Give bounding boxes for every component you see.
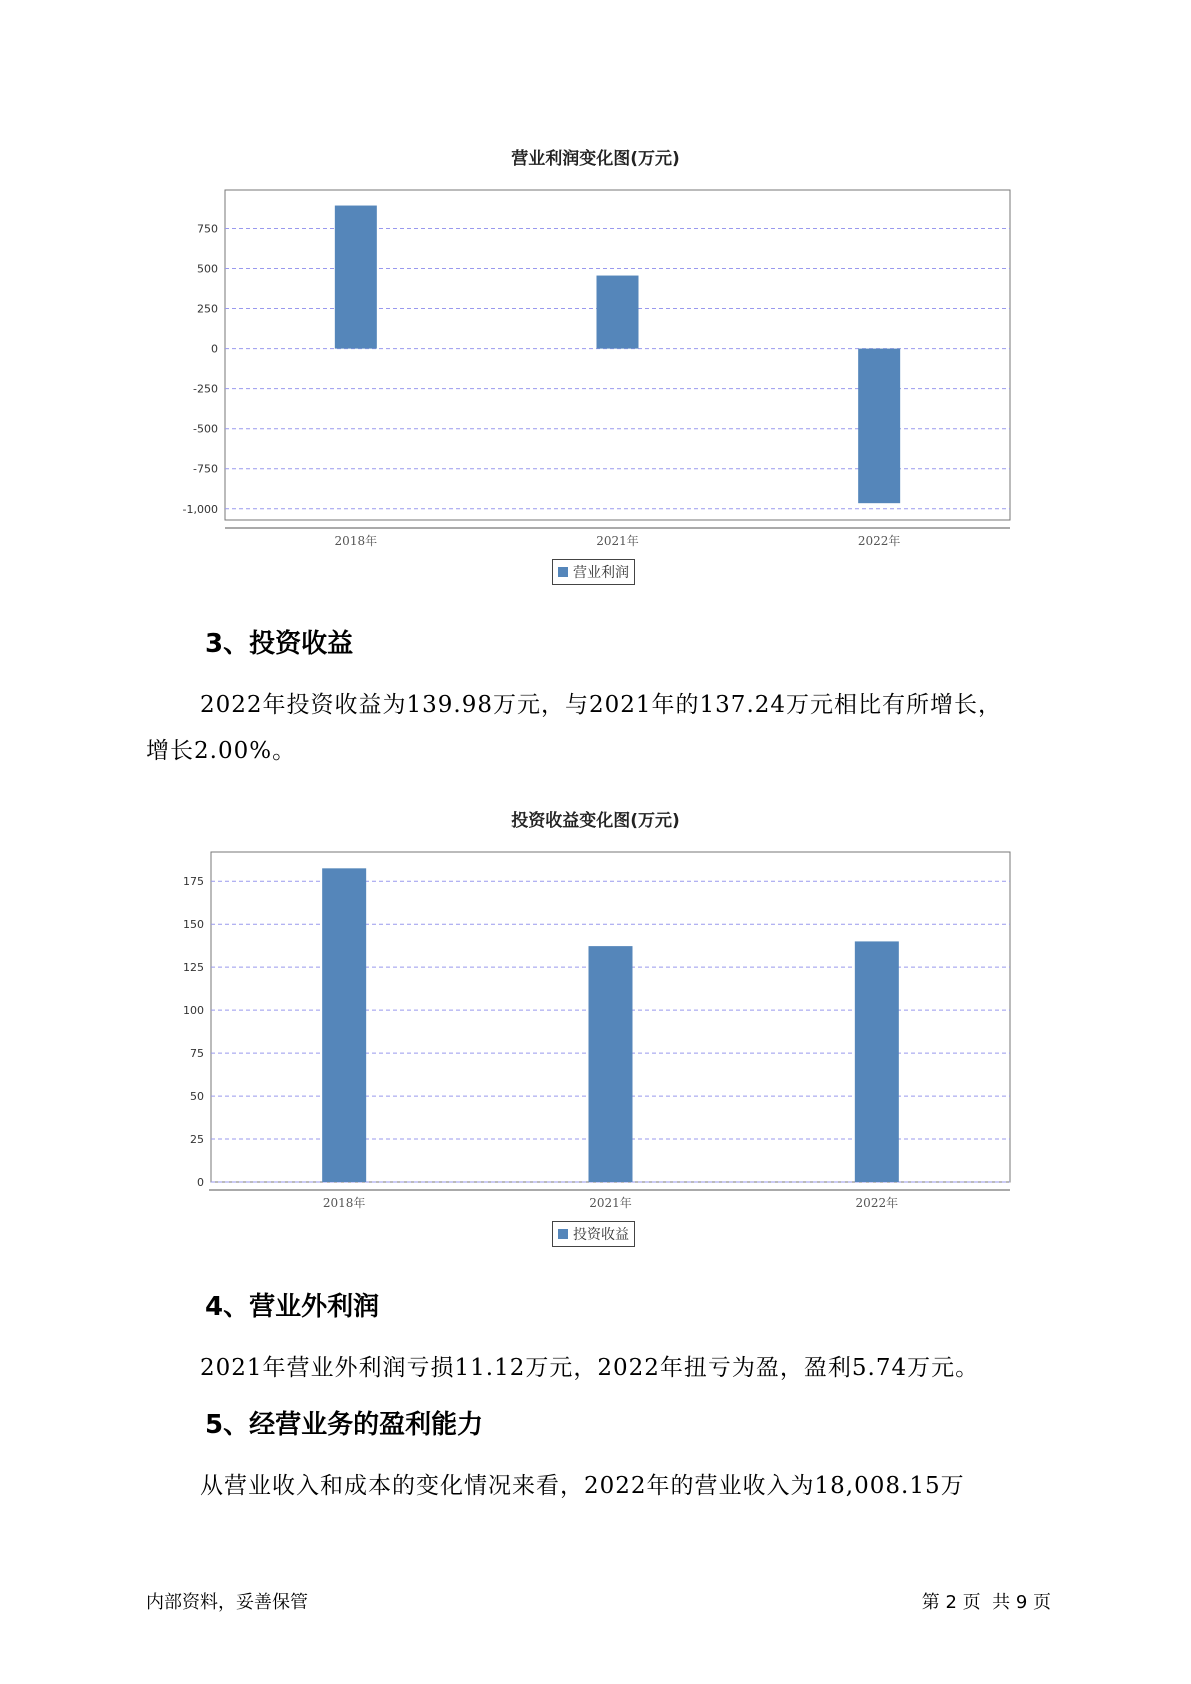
bar (335, 206, 377, 349)
y-tick-label: 750 (197, 222, 218, 236)
section3-heading: 3、投资收益 (205, 629, 354, 659)
chart1-legend (552, 559, 635, 585)
bar (855, 941, 899, 1182)
y-tick-label: 500 (197, 262, 218, 276)
y-tick-label: -500 (193, 422, 218, 436)
x-tick-label: 2021年 (596, 534, 639, 548)
x-tick-label: 2022年 (855, 1196, 899, 1210)
y-tick-label: 50 (190, 1090, 204, 1104)
x-tick-label: 2018年 (334, 534, 378, 548)
section3-paragraph-line2: 增长2.00%。 (146, 738, 297, 764)
legend-swatch (558, 567, 568, 577)
bar (322, 868, 366, 1182)
y-tick-label: -250 (193, 382, 218, 396)
section4-paragraph: 2021年营业外利润亏损11.12万元，2022年扭亏为盈，盈利5.74万元。 (200, 1355, 980, 1381)
chart1-legend-label: 营业利润 (573, 565, 629, 581)
y-tick-label: -750 (193, 462, 218, 476)
x-tick-label: 2021年 (589, 1196, 632, 1210)
bar (858, 349, 900, 504)
y-tick-label: 100 (183, 1004, 204, 1018)
chart1-title: 营业利润变化图(万元) (511, 149, 680, 169)
y-tick-label: 250 (197, 302, 218, 316)
y-tick-label: 125 (183, 961, 204, 975)
bar (597, 276, 639, 349)
section5-heading: 5、经营业务的盈利能力 (205, 1410, 484, 1440)
y-tick-label: 150 (183, 918, 204, 932)
y-tick-label: 175 (183, 875, 204, 889)
chart2-title: 投资收益变化图(万元) (511, 811, 680, 831)
section3-paragraph-line1: 2022年投资收益为139.98万元，与2021年的137.24万元相比有所增长， (200, 692, 1003, 718)
footer-confidential: 内部资料，妥善保管 (146, 1592, 308, 1613)
footer-page-number: 第 2 页 共 9 页 (921, 1592, 1051, 1613)
x-tick-label: 2022年 (857, 534, 901, 548)
bar (589, 946, 633, 1182)
legend-swatch (558, 1229, 568, 1239)
section5-paragraph: 从营业收入和成本的变化情况来看，2022年的营业收入为18,008.15万 (200, 1473, 965, 1499)
investment-income-chart (165, 842, 1035, 1212)
chart2-legend-label: 投资收益 (573, 1227, 629, 1243)
y-tick-label: 0 (197, 1176, 204, 1189)
y-tick-label: 0 (211, 342, 218, 356)
y-tick-label: 25 (190, 1133, 204, 1147)
x-tick-label: 2018年 (322, 1196, 366, 1210)
y-tick-label: -1,000 (182, 502, 218, 516)
chart2-legend (552, 1221, 635, 1247)
y-tick-label: 75 (190, 1047, 204, 1061)
section4-heading: 4、营业外利润 (205, 1292, 380, 1322)
operating-profit-chart (165, 180, 1035, 550)
